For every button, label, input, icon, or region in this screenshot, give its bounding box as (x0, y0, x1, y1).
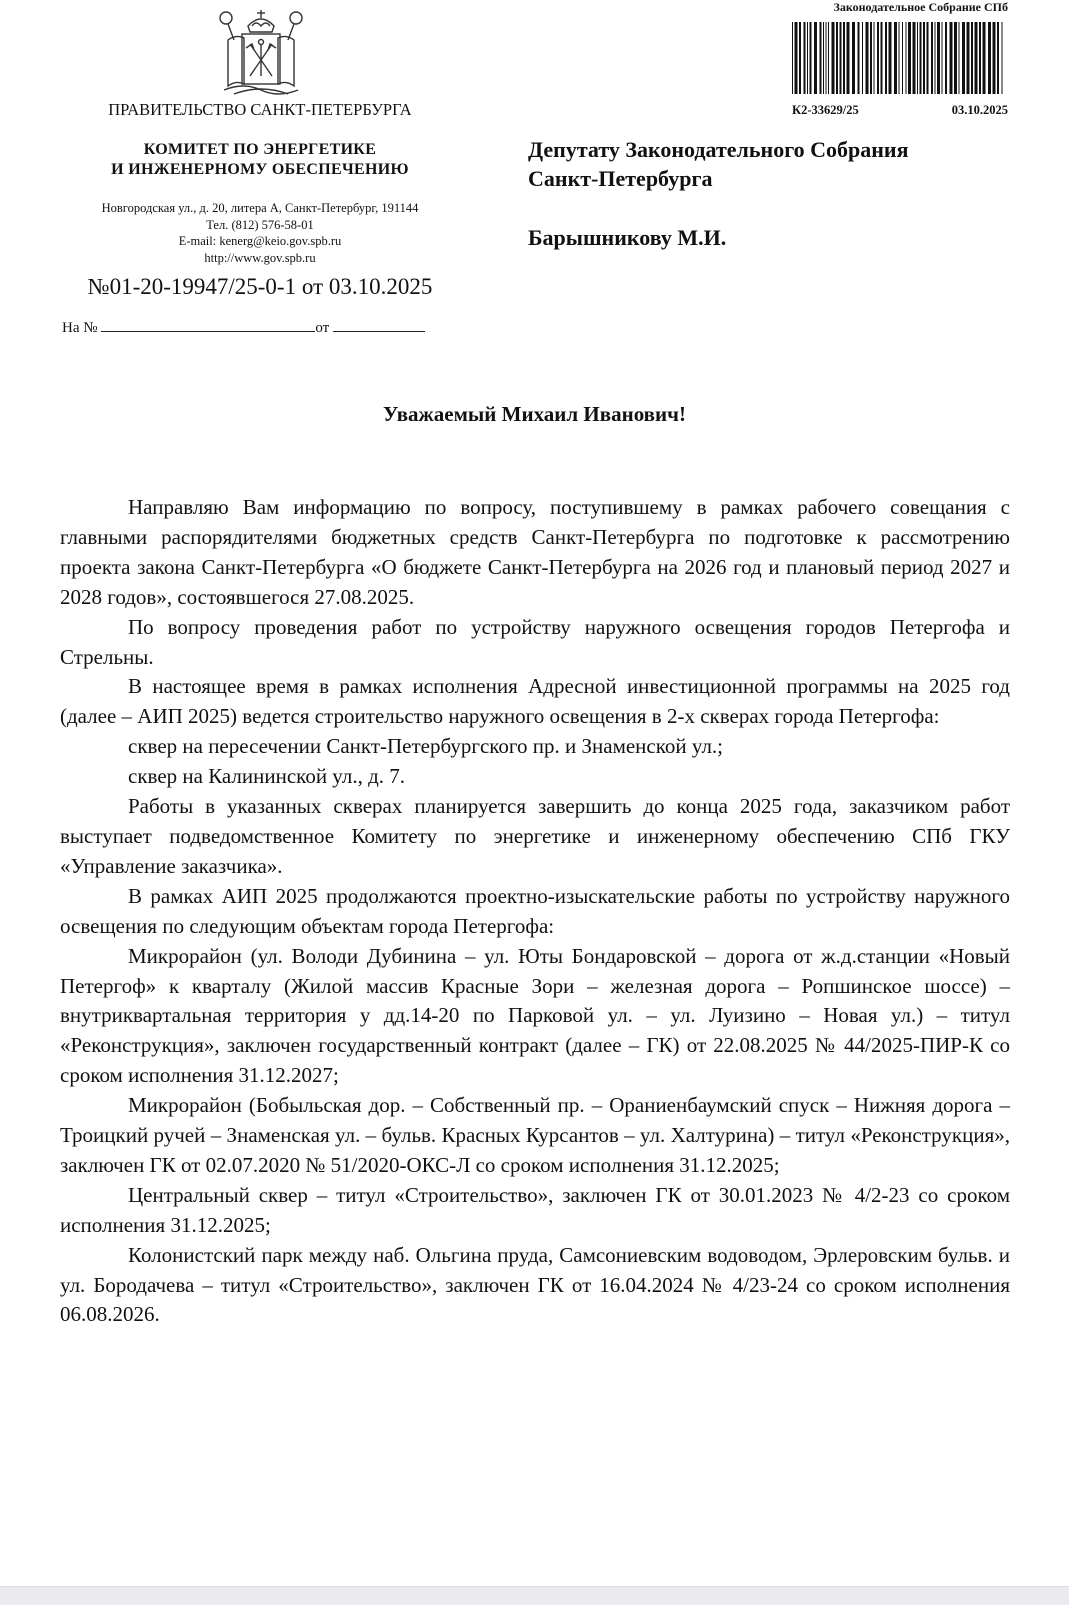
list-item: сквер на Калининской ул., д. 7. (128, 764, 406, 789)
reply-number-blank (101, 319, 315, 332)
barcode-bar (1002, 22, 1003, 94)
addressee-name: Барышникову М.И. (528, 225, 727, 250)
barcode-bar (993, 22, 996, 94)
barcode-bar (826, 22, 827, 94)
committee-line-1: КОМИТЕТ ПО ЭНЕРГЕТИКЕ (143, 141, 377, 158)
barcode-bar (820, 22, 822, 94)
barcode-bar (894, 22, 897, 94)
barcode-bar (836, 22, 838, 94)
paragraph: В рамках АИП 2025 продолжаются проектно-изыскательские работы по устройству наружного освещения по следующим объектам города Петергофа: (60, 883, 1010, 938)
barcode-bar (975, 22, 978, 94)
barcode-bar (899, 22, 900, 94)
barcode-bar (917, 22, 918, 94)
barcode-bar (979, 22, 981, 94)
stamp-title: Законодательное Собрание СПб (833, 0, 1008, 14)
addressee-title (528, 135, 909, 193)
barcode-bar (937, 22, 940, 94)
barcode-bar (866, 22, 869, 94)
barcode-bar (799, 22, 801, 94)
barcode-bar (927, 22, 929, 94)
reply-prefix: На № (62, 320, 98, 336)
paragraph: В настоящее время в рамках исполнения Адресной инвестиционной программы на 2025 год (далее – АИП 2025) ведется строительство наружного освещения в 2-х скверах города Петергофа: (60, 674, 1010, 729)
barcode-bar (862, 22, 863, 94)
barcode-bar (877, 22, 879, 94)
barcode-bar (885, 22, 887, 94)
government-name: ПРАВИТЕЛЬСТВО САНКТ-ПЕТЕРБУРГА (108, 100, 412, 119)
barcode-bar (983, 22, 986, 94)
barcode-bar (988, 22, 991, 94)
reply-reference (62, 319, 425, 337)
barcode-bar (889, 22, 892, 94)
barcode-bar (874, 22, 875, 94)
contact-info (40, 200, 480, 266)
barcode-bar (870, 22, 872, 94)
paragraph: Колонистский парк между наб. Ольгина пруда, Самсониевским водоводом, Эрлеровским бульв. и ул. Бородачева – титул «Строительство», заключен ГК от 16.04.2024 № 4/23-24 со сроком исполнения 06.08.2026. (60, 1242, 1010, 1327)
barcode-bar (807, 22, 808, 94)
reply-from-label: от (315, 320, 330, 336)
barcode-bar (828, 22, 829, 94)
barcode-bar (950, 22, 953, 94)
barcode-bar (906, 22, 907, 94)
stamp-incoming-date: 03.10.2025 (951, 103, 1008, 117)
barcode-bar (954, 22, 957, 94)
barcode-bar (908, 22, 911, 94)
barcode-bar (795, 22, 798, 94)
barcode-bar (840, 22, 842, 94)
barcode-bar (945, 22, 947, 94)
addressee-line-2: Санкт-Петербурга (528, 166, 713, 191)
barcode-bar (942, 22, 943, 94)
reply-date-blank (333, 319, 425, 332)
paragraph: Направляю Вам информацию по вопросу, поступившему в рамках рабочего совещания с главными распорядителями бюджетных средств Санкт-Петербурга по подготовке к рассмотрению проекта закона Санкт-Петербурга «О бюджете Санкт-Петербурга на 2026 год и плановый период 2027 и 2028 годов», состоявшегося 27.08.2025. (60, 495, 1010, 609)
barcode-bar (967, 22, 970, 94)
paragraph: Микрорайон (ул. Володи Дубинина – ул. Юты Бондаровской – дорога от ж.д.станции «Новый Петергоф» к кварталу (Жилой массив Красные Зори – железная дорога – Ропшинское шоссе) – внутриквартальная территория у дд.14-20 по Парковой ул. – ул. Луизино – Новая ул.) – титул «Реконструкция», заключен государственный контракт (далее – ГК) от 22.08.2025 № 44/2025-ПИР-К со сроком исполнения 31.12.2027; (60, 943, 1010, 1088)
barcode-bar (847, 22, 850, 94)
barcode-bar (920, 22, 922, 94)
spb-coat-of-arms-icon (214, 6, 308, 98)
list-item: сквер на пересечении Санкт-Петербургского пр. и Знаменской ул.; (128, 734, 724, 759)
barcode-icon (792, 22, 1006, 94)
committee-line-2: И ИНЖЕНЕРНОМУ ОБЕСПЕЧЕНИЮ (111, 161, 409, 178)
paragraph: Работы в указанных скверах планируется завершить до конца 2025 года, заказчиком работ выступает подведомственное Комитету по энергетике и инженерному обеспечению СПб ГКУ «Управление заказчика». (60, 794, 1010, 878)
incoming-stamp (786, 0, 1008, 122)
barcode-bar (832, 22, 835, 94)
barcode-bar (913, 22, 916, 94)
barcode-bar (971, 22, 973, 94)
barcode-bar (959, 22, 960, 94)
barcode-bar (931, 22, 933, 94)
paragraph: Центральный сквер – титул «Строительство», заключен ГК от 30.01.2023 № 4/2-23 со сроком исполнения 31.12.2025; (60, 1182, 1010, 1237)
outgoing-reg-number: №01-20-19947/25-0-1 от 03.10.2025 (87, 274, 433, 299)
barcode-bar (858, 22, 860, 94)
barcode-bar (843, 22, 845, 94)
barcode-bar (935, 22, 936, 94)
barcode-bar (852, 22, 855, 94)
barcode-bar (923, 22, 925, 94)
barcode-bar (823, 22, 824, 94)
committee-name (40, 140, 480, 180)
barcode-bar (814, 22, 817, 94)
barcode-bar (997, 22, 999, 94)
barcode-bar (962, 22, 965, 94)
letter-body (60, 493, 1010, 1330)
barcode-bar (792, 22, 793, 94)
barcode-bar (881, 22, 883, 94)
barcode-bar (902, 22, 903, 94)
paragraph: По вопросу проведения работ по устройству наружного освещения городов Петергофа и Стрельны. (60, 614, 1010, 669)
website: http://www.gov.spb.ru (204, 250, 316, 265)
greeting: Уважаемый Михаил Иванович! (383, 402, 686, 426)
paragraph: Микрорайон (Бобыльская дор. – Собственный пр. – Ораниенбаумский спуск – Нижняя дорога – Троицкий ручей – Знаменская ул. – бульв. Красных Курсантов – ул. Халтурина) – титул «Реконструкция», заключен ГК от 02.07.2020 № 51/2020-ОКС-Л со сроком исполнения 31.12.2025; (60, 1093, 1010, 1177)
barcode-bar (810, 22, 812, 94)
viewer-bottom-bar (0, 1586, 1069, 1605)
address: Новгородская ул., д. 20, литера А, Санкт-Петербург, 191144 (101, 201, 419, 215)
phone: Тел. (812) 576-58-01 (206, 217, 314, 232)
addressee-line-1: Депутату Законодательного Собрания (528, 137, 909, 162)
email: E-mail: kenerg@keio.gov.spb.ru (178, 234, 342, 248)
barcode-bar (804, 22, 806, 94)
stamp-incoming-id: К2-33629/25 (792, 103, 859, 117)
